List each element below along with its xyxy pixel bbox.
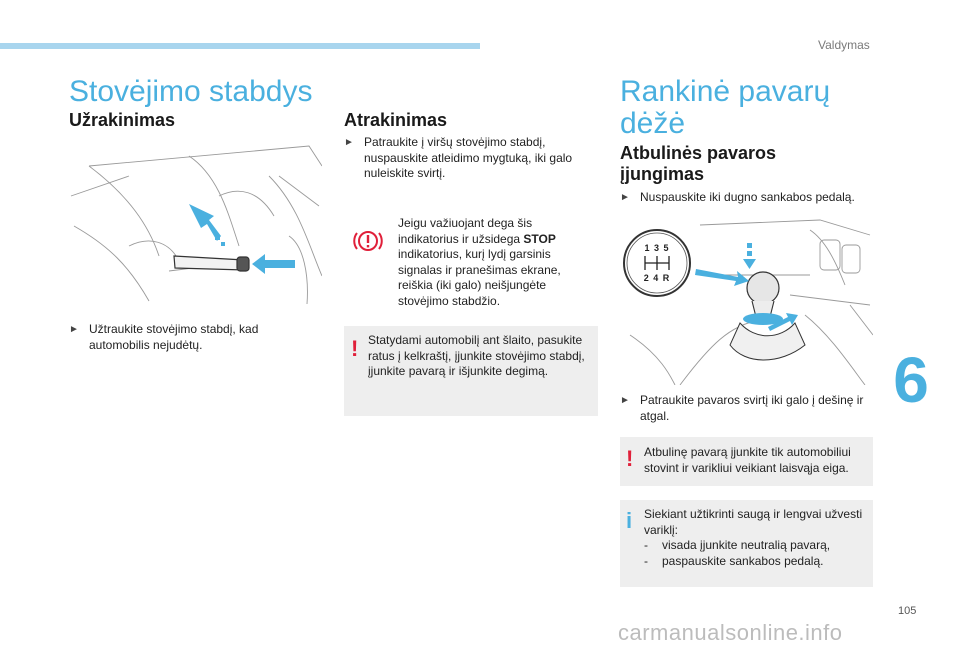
- pointer-arrow-icon: ►: [69, 324, 79, 335]
- subtitle-locking: Užrakinimas: [69, 110, 176, 130]
- gear-pattern-bottom: 2 4 R: [643, 273, 671, 283]
- warning-box-reverse: ! Atbulinę pavarą įjunkite tik automobiliui stovint ir varikliui veikiant laisvąja eiga.: [620, 437, 873, 486]
- top-accent-bar: [0, 43, 480, 49]
- gear-lever-illustration: [620, 215, 873, 385]
- page-title-manual-gearbox: Rankinė pavarų dėžė: [620, 75, 831, 140]
- gear-pattern-top: 1 3 5: [644, 243, 670, 253]
- exclamation-icon: !: [351, 336, 359, 361]
- list-item: - visada įjunkite neutralią pavarą,: [644, 538, 831, 552]
- pointer-arrow-icon: ►: [344, 137, 354, 148]
- section-label: Valdymas: [818, 38, 870, 52]
- subtitle-unlocking: Atrakinimas: [344, 110, 448, 130]
- info-i-icon: i: [626, 508, 633, 533]
- bullet-press-clutch: ► Nuspauskite iki dugno sankabos pedalą.: [620, 190, 855, 204]
- bullet-move-lever: ► Patraukite pavaros svirtį iki galo į dešinę ir atgal.: [620, 393, 864, 423]
- info-box-start: i Siekiant užtikrinti saugą ir lengvai užvesti variklį: - visada įjunkite neutralią pavarą, - paspauskite sankabos pedalą.: [620, 500, 873, 587]
- alert-stop-text: Jeigu važiuojant dega šis indikatorius ir užsidega STOP indikatorius, kurį lydį garsinis signalas ir pranešimas ekrane, reiškia (iki galo) neišjungėte stovėjimo stabdžio.: [398, 216, 561, 308]
- watermark: carmanualsonline.info: [618, 620, 843, 645]
- chapter-number: 6: [893, 344, 929, 416]
- bullet-lock-instruction: ► Užtraukite stovėjimo stabdį, kad automobilis nejudėtų.: [69, 322, 259, 352]
- warning-box-slope: ! Statydami automobilį ant šlaito, pasukite ratus į kelkraštį, įjunkite stovėjimo stabdį, įjunkite pavarą ir išjunkite degimą.: [344, 326, 598, 416]
- subtitle-reverse-gear: Atbulinės pavaros įjungimas: [620, 143, 777, 184]
- pointer-arrow-icon: ►: [620, 395, 630, 406]
- brake-warning-icon: [352, 225, 384, 257]
- page-title-parking-brake: Stovėjimo stabdys: [69, 75, 313, 108]
- exclamation-icon: !: [626, 446, 634, 471]
- page-number: 105: [898, 605, 917, 617]
- pointer-arrow-icon: ►: [620, 192, 630, 203]
- parking-brake-illustration: [69, 136, 322, 306]
- list-item: - paspauskite sankabos pedalą.: [644, 553, 824, 568]
- bullet-unlock-instruction: ► Patraukite į viršų stovėjimo stabdį, nuspauskite atleidimo mygtuką, iki galo nuleiskite svirtį.: [344, 135, 573, 180]
